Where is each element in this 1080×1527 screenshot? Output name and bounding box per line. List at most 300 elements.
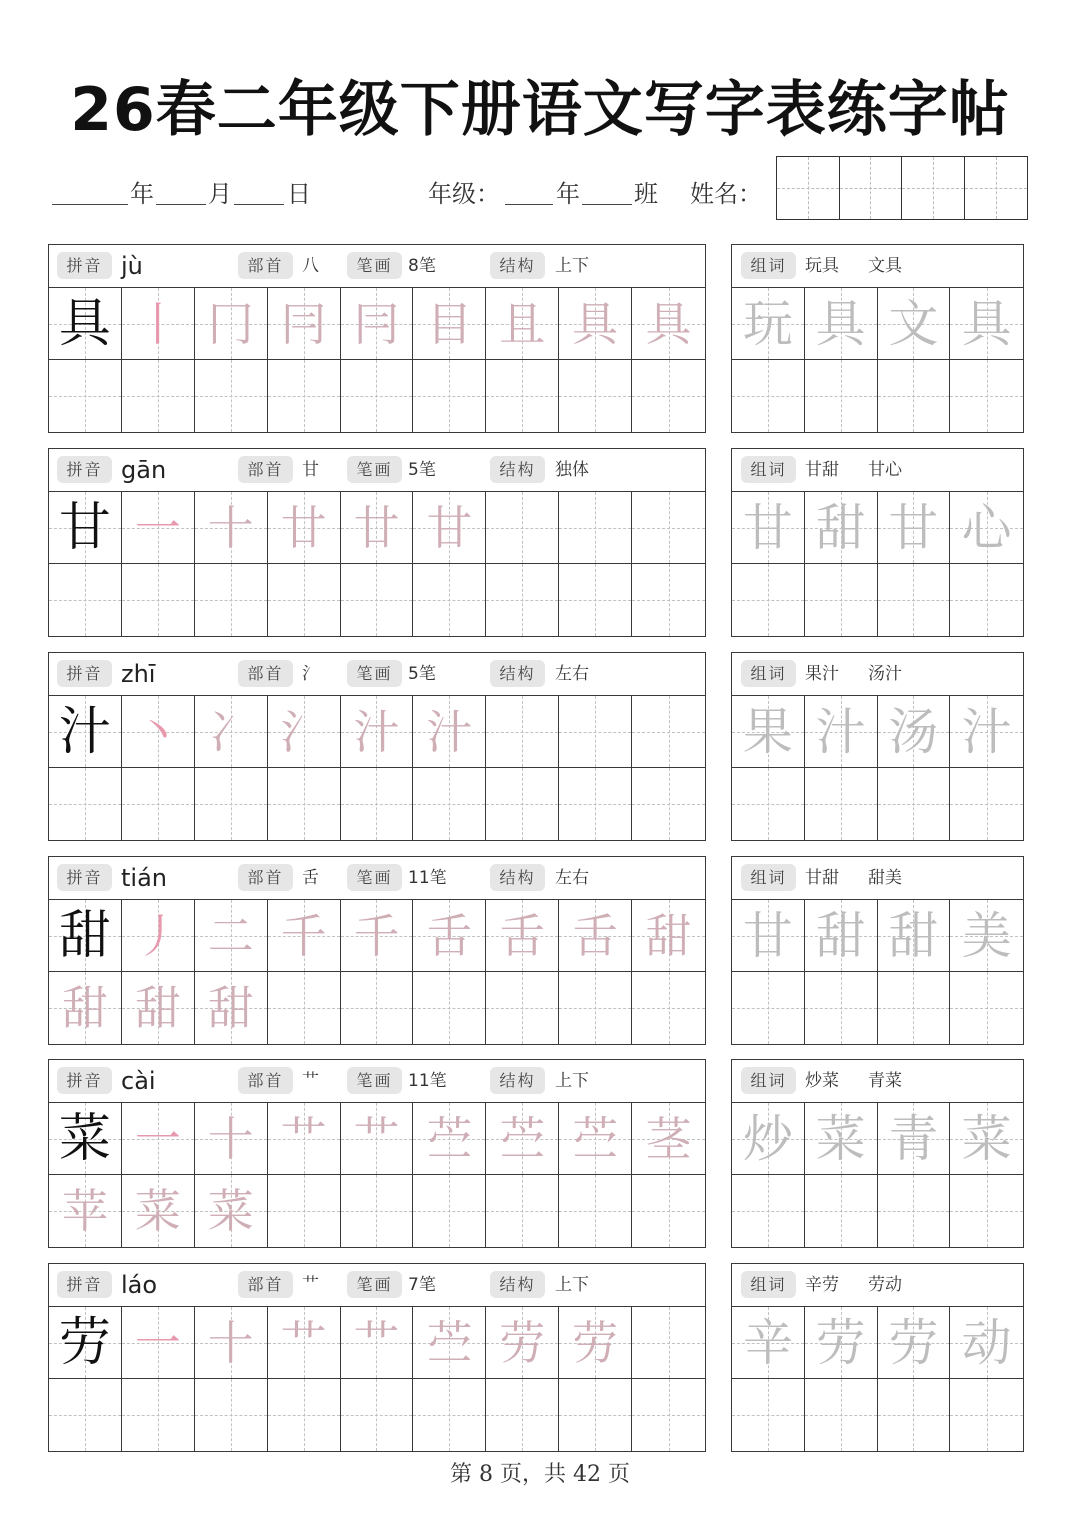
stroke-order-cell <box>632 288 705 360</box>
pinyin-value: cài <box>121 1067 156 1095</box>
empty-practice-cell <box>559 360 632 432</box>
empty-practice-cell <box>950 1379 1023 1451</box>
stroke-order-cell <box>122 696 195 768</box>
pinyin-label: 拼音 <box>57 1271 112 1298</box>
word-writing-grid <box>732 288 1023 432</box>
stroke-order-cell <box>632 1103 705 1175</box>
empty-practice-cell <box>632 1307 705 1379</box>
stroke-order-cell <box>122 1103 195 1175</box>
page-number: 第 8 页，共 42 页 <box>450 1462 630 1487</box>
structure-value: 上下 <box>555 1275 589 1295</box>
words-label: 组词 <box>741 864 796 891</box>
strokes-label: 笔画 <box>347 252 402 279</box>
empty-practice-cell <box>486 564 559 636</box>
stroke-count-value: 5笔 <box>408 664 436 684</box>
word-header <box>732 1060 1023 1103</box>
word-trace-character: 心 <box>961 498 1012 557</box>
stroke-order-cell <box>413 1307 486 1379</box>
character-info-header <box>49 653 705 696</box>
writing-grid <box>49 492 705 636</box>
empty-practice-cell <box>805 360 878 432</box>
empty-practice-cell <box>878 1175 951 1247</box>
stroke-order-step: 苹 <box>61 1184 108 1238</box>
word-trace-character: 炒 <box>742 1109 793 1168</box>
empty-practice-cell <box>413 564 486 636</box>
radical-value: 艹 <box>302 1071 319 1091</box>
words-label: 组词 <box>741 660 796 687</box>
empty-practice-cell <box>950 564 1023 636</box>
stroke-order-cell <box>559 1307 632 1379</box>
word-trace-cell <box>732 900 805 972</box>
word-header <box>732 1264 1023 1307</box>
structure-value: 独体 <box>555 460 589 480</box>
stroke-order-step: 甘 <box>426 500 473 555</box>
word-trace-character: 甘 <box>742 498 793 557</box>
stroke-order-step: 丿 <box>134 908 181 963</box>
stroke-order-step: 苎 <box>426 1111 473 1166</box>
date-month-label: 月 <box>208 180 232 208</box>
empty-practice-cell <box>559 972 632 1044</box>
stroke-count-value: 5笔 <box>408 460 436 480</box>
word-1: 甘甜 <box>805 460 839 480</box>
character-info-header <box>49 1060 705 1103</box>
stroke-order-step: 十 <box>207 1315 254 1370</box>
word-trace-character: 甜 <box>815 906 866 965</box>
empty-practice-cell <box>341 1379 414 1451</box>
empty-practice-cell <box>268 768 341 840</box>
stroke-order-step: 茎 <box>645 1111 692 1166</box>
stroke-order-cell <box>268 288 341 360</box>
empty-practice-cell <box>950 768 1023 840</box>
stroke-order-cell <box>559 288 632 360</box>
stroke-order-cell <box>486 1307 559 1379</box>
word-trace-cell <box>805 492 878 564</box>
empty-practice-cell <box>486 1379 559 1451</box>
word-panel-5 <box>731 1059 1024 1248</box>
empty-practice-cell <box>486 360 559 432</box>
stroke-order-cell <box>49 1175 122 1247</box>
word-writing-grid <box>732 492 1023 636</box>
date-month-blank <box>156 204 206 205</box>
empty-practice-cell <box>732 972 805 1044</box>
pinyin-label: 拼音 <box>57 660 112 687</box>
empty-practice-cell <box>632 564 705 636</box>
word-trace-character: 文 <box>888 294 939 353</box>
main-character-cell <box>49 900 122 972</box>
empty-practice-cell <box>341 768 414 840</box>
word-writing-grid <box>732 900 1023 1044</box>
stroke-order-cell <box>195 972 268 1044</box>
empty-practice-cell <box>559 492 632 564</box>
empty-practice-cell <box>732 360 805 432</box>
empty-practice-cell <box>341 564 414 636</box>
empty-practice-cell <box>559 1175 632 1247</box>
stroke-order-step: 艹 <box>353 1315 400 1370</box>
word-trace-character: 果 <box>742 702 793 761</box>
character-panel-1 <box>48 244 706 433</box>
writing-grid <box>49 696 705 840</box>
writing-grid <box>49 1103 705 1247</box>
date-year-blank <box>52 204 128 205</box>
empty-practice-cell <box>632 696 705 768</box>
name-label: 姓名： <box>690 180 762 208</box>
stroke-order-cell <box>122 1307 195 1379</box>
stroke-order-cell <box>195 900 268 972</box>
empty-practice-cell <box>805 1175 878 1247</box>
words-label: 组词 <box>741 252 796 279</box>
stroke-count-value: 11笔 <box>408 1071 447 1091</box>
radical-label: 部首 <box>238 864 293 891</box>
structure-label: 结构 <box>490 660 545 687</box>
stroke-order-cell <box>268 696 341 768</box>
pinyin-label: 拼音 <box>57 252 112 279</box>
word-trace-cell <box>878 696 951 768</box>
radical-value: 氵 <box>302 664 319 684</box>
main-character-cell <box>49 1103 122 1175</box>
stroke-order-step: 具 <box>572 296 619 351</box>
character-panel-2 <box>48 448 706 637</box>
word-writing-grid <box>732 696 1023 840</box>
empty-practice-cell <box>950 360 1023 432</box>
word-trace-character: 甜 <box>888 906 939 965</box>
word-trace-character: 汁 <box>815 702 866 761</box>
word-2: 汤汁 <box>868 664 902 684</box>
strokes-label: 笔画 <box>347 1067 402 1094</box>
word-trace-character: 玩 <box>742 294 793 353</box>
empty-practice-cell <box>632 768 705 840</box>
word-trace-cell <box>732 1307 805 1379</box>
empty-practice-cell <box>413 768 486 840</box>
stroke-order-step: 千 <box>353 908 400 963</box>
word-trace-cell <box>732 1103 805 1175</box>
empty-practice-cell <box>268 360 341 432</box>
strokes-label: 笔画 <box>347 660 402 687</box>
word-header <box>732 449 1023 492</box>
stroke-order-cell <box>341 1103 414 1175</box>
stroke-order-cell <box>49 972 122 1044</box>
word-trace-cell <box>950 696 1023 768</box>
character-panel-6 <box>48 1263 706 1452</box>
word-trace-cell <box>732 492 805 564</box>
word-trace-cell <box>950 900 1023 972</box>
main-character: 具 <box>58 293 111 354</box>
empty-practice-cell <box>122 564 195 636</box>
radical-label: 部首 <box>238 456 293 483</box>
stroke-order-step: 汁 <box>353 704 400 759</box>
page-title: 26春二年级下册语文写字表练字帖 <box>70 75 1010 145</box>
class-label: 班 <box>634 180 658 208</box>
empty-practice-cell <box>195 564 268 636</box>
date-day-blank <box>234 204 284 205</box>
stroke-order-cell <box>122 1175 195 1247</box>
stroke-order-step: 甜 <box>61 981 108 1035</box>
empty-practice-cell <box>559 696 632 768</box>
strokes-label: 笔画 <box>347 1271 402 1298</box>
stroke-order-cell <box>632 900 705 972</box>
main-character: 菜 <box>58 1108 111 1169</box>
radical-value: 甘 <box>302 460 319 480</box>
stroke-order-step: 甜 <box>645 908 692 963</box>
word-writing-grid <box>732 1307 1023 1451</box>
word-header <box>732 857 1023 900</box>
stroke-order-cell <box>413 492 486 564</box>
empty-practice-cell <box>805 1379 878 1451</box>
words-label: 组词 <box>741 1067 796 1094</box>
structure-value: 左右 <box>555 664 589 684</box>
name-box <box>776 156 1028 220</box>
empty-practice-cell <box>413 1175 486 1247</box>
word-trace-character: 动 <box>961 1313 1012 1372</box>
word-trace-character: 甜 <box>815 498 866 557</box>
stroke-order-cell <box>559 900 632 972</box>
pinyin-label: 拼音 <box>57 864 112 891</box>
grade-label: 年级： <box>428 180 500 208</box>
stroke-order-step: 汁 <box>426 704 473 759</box>
stroke-order-step: 艹 <box>353 1111 400 1166</box>
empty-practice-cell <box>195 360 268 432</box>
name-box-cell <box>777 157 840 219</box>
stroke-order-step: 劳 <box>572 1315 619 1370</box>
stroke-order-step: 且 <box>499 296 546 351</box>
stroke-order-cell <box>413 1103 486 1175</box>
main-character-cell <box>49 1307 122 1379</box>
stroke-order-step: 十 <box>207 500 254 555</box>
word-trace-cell <box>950 288 1023 360</box>
structure-value: 上下 <box>555 1071 589 1091</box>
stroke-order-cell <box>486 1103 559 1175</box>
stroke-order-cell <box>195 1307 268 1379</box>
word-trace-cell <box>805 1307 878 1379</box>
structure-label: 结构 <box>490 1067 545 1094</box>
stroke-order-step: 具 <box>645 296 692 351</box>
radical-label: 部首 <box>238 1067 293 1094</box>
stroke-order-cell <box>486 900 559 972</box>
word-trace-cell <box>805 900 878 972</box>
name-box-cell <box>965 157 1028 219</box>
word-trace-character: 甘 <box>742 906 793 965</box>
word-panel-2 <box>731 448 1024 637</box>
stroke-order-step: 菜 <box>134 1184 181 1238</box>
stroke-order-step: 冃 <box>353 296 400 351</box>
empty-practice-cell <box>632 492 705 564</box>
stroke-order-cell <box>413 900 486 972</box>
empty-practice-cell <box>805 972 878 1044</box>
radical-value: 艹 <box>302 1275 319 1295</box>
empty-practice-cell <box>486 492 559 564</box>
empty-practice-cell <box>805 768 878 840</box>
word-trace-cell <box>878 1307 951 1379</box>
empty-practice-cell <box>268 564 341 636</box>
structure-value: 上下 <box>555 256 589 276</box>
stroke-order-cell <box>195 1175 268 1247</box>
radical-value: 舌 <box>302 868 319 888</box>
stroke-order-cell <box>195 288 268 360</box>
word-trace-cell <box>805 696 878 768</box>
empty-practice-cell <box>413 972 486 1044</box>
word-2: 文具 <box>868 256 902 276</box>
word-trace-character: 汤 <box>888 702 939 761</box>
word-trace-cell <box>878 1103 951 1175</box>
grade-year-blank <box>505 204 553 205</box>
empty-practice-cell <box>49 360 122 432</box>
empty-practice-cell <box>122 360 195 432</box>
writing-grid <box>49 1307 705 1451</box>
name-box-cell <box>840 157 903 219</box>
stroke-order-step: 艹 <box>280 1111 327 1166</box>
writing-grid <box>49 288 705 432</box>
character-info-header <box>49 1264 705 1307</box>
word-2: 劳动 <box>868 1275 902 1295</box>
character-panel-5 <box>48 1059 706 1248</box>
empty-practice-cell <box>632 1379 705 1451</box>
empty-practice-cell <box>341 360 414 432</box>
empty-practice-cell <box>49 1379 122 1451</box>
radical-label: 部首 <box>238 660 293 687</box>
empty-practice-cell <box>559 1379 632 1451</box>
empty-practice-cell <box>341 972 414 1044</box>
stroke-count-value: 8笔 <box>408 256 436 276</box>
empty-practice-cell <box>632 1175 705 1247</box>
empty-practice-cell <box>413 1379 486 1451</box>
stroke-order-step: 千 <box>280 908 327 963</box>
stroke-order-cell <box>195 1103 268 1175</box>
pinyin-label: 拼音 <box>57 456 112 483</box>
stroke-order-step: 艹 <box>280 1315 327 1370</box>
main-character: 汁 <box>58 701 111 762</box>
empty-practice-cell <box>805 564 878 636</box>
word-header <box>732 653 1023 696</box>
stroke-order-cell <box>122 972 195 1044</box>
empty-practice-cell <box>268 1175 341 1247</box>
empty-practice-cell <box>413 360 486 432</box>
empty-practice-cell <box>195 768 268 840</box>
stroke-order-step: 丨 <box>134 296 181 351</box>
strokes-label: 笔画 <box>347 864 402 891</box>
pinyin-value: jù <box>121 252 143 280</box>
main-character: 劳 <box>58 1312 111 1373</box>
stroke-order-step: 菜 <box>207 1184 254 1238</box>
pinyin-value: zhī <box>121 660 156 688</box>
main-character: 甘 <box>58 497 111 558</box>
structure-label: 结构 <box>490 456 545 483</box>
empty-practice-cell <box>559 564 632 636</box>
empty-practice-cell <box>122 768 195 840</box>
stroke-order-step: 目 <box>426 296 473 351</box>
word-1: 辛劳 <box>805 1275 839 1295</box>
radical-label: 部首 <box>238 252 293 279</box>
stroke-order-cell <box>268 492 341 564</box>
word-trace-cell <box>805 1103 878 1175</box>
stroke-order-step: 舌 <box>499 908 546 963</box>
main-character-cell <box>49 288 122 360</box>
stroke-order-step: 甜 <box>134 981 181 1035</box>
word-2: 青菜 <box>868 1071 902 1091</box>
stroke-order-step: 冃 <box>280 296 327 351</box>
word-trace-character: 菜 <box>961 1109 1012 1168</box>
words-label: 组词 <box>741 1271 796 1298</box>
stroke-order-cell <box>195 696 268 768</box>
empty-practice-cell <box>341 1175 414 1247</box>
word-trace-character: 具 <box>815 294 866 353</box>
strokes-label: 笔画 <box>347 456 402 483</box>
empty-practice-cell <box>486 972 559 1044</box>
stroke-order-step: 一 <box>134 500 181 555</box>
structure-label: 结构 <box>490 864 545 891</box>
word-trace-character: 劳 <box>815 1313 866 1372</box>
word-1: 甘甜 <box>805 868 839 888</box>
word-header <box>732 245 1023 288</box>
empty-practice-cell <box>486 768 559 840</box>
grade-year-label: 年 <box>556 180 580 208</box>
empty-practice-cell <box>486 696 559 768</box>
word-writing-grid <box>732 1103 1023 1247</box>
empty-practice-cell <box>122 1379 195 1451</box>
pinyin-value: tián <box>121 864 167 892</box>
stroke-order-cell <box>341 1307 414 1379</box>
word-1: 果汁 <box>805 664 839 684</box>
stroke-order-cell <box>341 900 414 972</box>
character-panel-3 <box>48 652 706 841</box>
writing-grid <box>49 900 705 1044</box>
pinyin-label: 拼音 <box>57 1067 112 1094</box>
stroke-order-step: 舌 <box>572 908 619 963</box>
empty-practice-cell <box>268 1379 341 1451</box>
stroke-order-step: 舌 <box>426 908 473 963</box>
stroke-order-cell <box>413 288 486 360</box>
stroke-order-cell <box>122 288 195 360</box>
stroke-order-cell <box>268 1103 341 1175</box>
word-trace-cell <box>805 288 878 360</box>
stroke-order-step: 一 <box>134 1111 181 1166</box>
stroke-order-cell <box>486 288 559 360</box>
word-trace-cell <box>950 1103 1023 1175</box>
empty-practice-cell <box>878 768 951 840</box>
stroke-order-cell <box>195 492 268 564</box>
stroke-order-step: 二 <box>207 908 254 963</box>
structure-label: 结构 <box>490 1271 545 1298</box>
empty-practice-cell <box>49 768 122 840</box>
empty-practice-cell <box>878 564 951 636</box>
radical-value: 八 <box>302 256 319 276</box>
radical-label: 部首 <box>238 1271 293 1298</box>
main-character: 甜 <box>58 905 111 966</box>
stroke-order-cell <box>413 696 486 768</box>
word-trace-cell <box>878 288 951 360</box>
word-trace-cell <box>950 492 1023 564</box>
stroke-order-cell <box>268 1307 341 1379</box>
empty-practice-cell <box>732 1379 805 1451</box>
word-trace-character: 汁 <box>961 702 1012 761</box>
stroke-order-cell <box>122 900 195 972</box>
word-2: 甘心 <box>868 460 902 480</box>
word-trace-cell <box>732 696 805 768</box>
stroke-order-cell <box>341 288 414 360</box>
stroke-count-value: 11笔 <box>408 868 447 888</box>
pinyin-value: láo <box>121 1271 158 1299</box>
stroke-order-step: 一 <box>134 1315 181 1370</box>
empty-practice-cell <box>49 564 122 636</box>
word-trace-cell <box>878 900 951 972</box>
structure-label: 结构 <box>490 252 545 279</box>
empty-practice-cell <box>268 972 341 1044</box>
stroke-order-step: 冂 <box>207 296 254 351</box>
stroke-order-step: 十 <box>207 1111 254 1166</box>
pinyin-value: gān <box>121 456 167 484</box>
word-trace-character: 劳 <box>888 1313 939 1372</box>
empty-practice-cell <box>486 1175 559 1247</box>
stroke-count-value: 7笔 <box>408 1275 436 1295</box>
empty-practice-cell <box>732 768 805 840</box>
